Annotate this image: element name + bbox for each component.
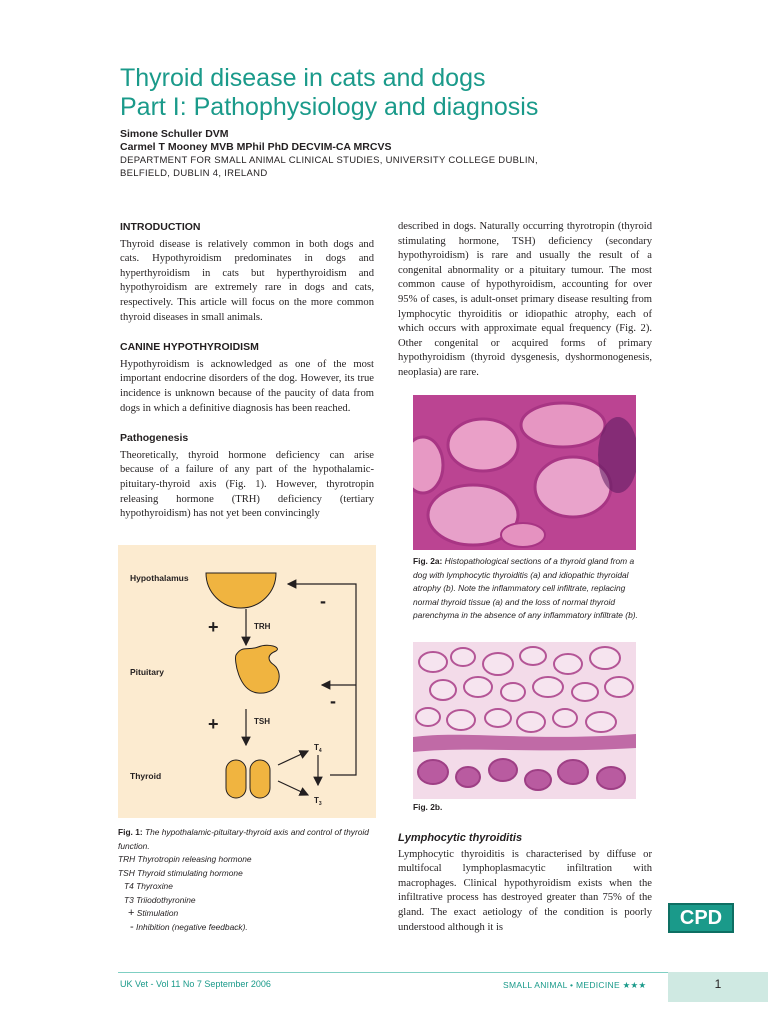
fig2a-caption	[413, 555, 643, 623]
plus-sign-1: +	[208, 617, 219, 637]
fig2b-caption	[413, 801, 613, 815]
fig2a-caption-label: Fig. 2a:	[413, 556, 443, 566]
pathogenesis-paragraph: Theoretically, thyroid hormone deficiency can arise because of a failure of any part of the hypothalamic-pituitary-thyroid axis (Fig. 1). However, thyrotropin releasing hormone (TRH) deficiency (tertiary hypothyroidism) has not yet been convincingly	[120, 449, 374, 520]
plus-symbol: +	[128, 907, 135, 919]
t4-label: $T_4$	[314, 743, 322, 754]
pituitary-label: Pituitary	[130, 667, 165, 677]
fig1-caption-tsh: TSH Thyroid stimulating hormone	[118, 867, 243, 878]
fig1-caption-t4: T4 Thyroxine	[124, 881, 173, 891]
minus-sign-2: -	[330, 691, 336, 711]
fig1-svg	[118, 545, 376, 818]
fig1-caption-text: The hypothalamic-pituitary-thyroid axis and control of thyroid function.	[118, 827, 369, 851]
thyroid-label: Thyroid	[130, 771, 162, 781]
footer-section: SMALL ANIMAL • MEDICINE ★★★	[503, 980, 647, 990]
canine-paragraph: Hypothyroidism is acknowledged as one of the most important endocrine disorders of the dog. However, its true incidence is unknown because of the paucity of data from dogs in which a definitive diagnosis has been reached.	[120, 358, 374, 414]
trh-label: TRH	[254, 622, 271, 631]
fig1-caption-main	[118, 826, 378, 853]
thyroid-lobe-right	[250, 760, 270, 798]
fig2b-svg	[413, 642, 636, 799]
fig2a-image	[413, 395, 636, 550]
article-title	[120, 64, 740, 122]
plus-text: Stimulation	[136, 908, 179, 918]
right-column-paragraph: described in dogs. Naturally occurring thyrotropin (thyroid stimulating hormone, TSH) deficiency (secondary hypothyroidism) is rare and usually the result of a congenital abnormality or a pituitary tumour. The most common cause of hypothyroidism, accounting for over 95% of cases, is adult-onset primary disease resulting from lymphocytic thyroiditis or idiopathic atrophy, each of which occurs with approximate equal frequency (Fig. 2). Other congenital or acquired forms of primary hypothyroidism (thyroid dysgenesis, dyshormonogenesis, neoplasia) are rare.	[398, 221, 652, 378]
fig1-caption-trh: TRH Thyrotropin releasing hormone	[118, 854, 252, 864]
canine-heading: CANINE HYPOTHYROIDISM	[120, 341, 259, 354]
fig1-caption-plus	[118, 907, 378, 921]
author-2: Carmel T Mooney MVB MPhil PhD DECVIM-CA MRCVS	[120, 141, 392, 153]
fig1-diagram	[118, 545, 376, 818]
minus-sign-1: -	[320, 591, 326, 611]
fig2b-caption-label: Fig. 2b.	[413, 802, 443, 812]
fig1-caption-t3: T3 Triiodothyronine	[124, 894, 196, 905]
t3-label: $T_3$	[314, 796, 322, 807]
hypothalamus-shape	[206, 573, 276, 608]
fig2a-svg	[413, 395, 636, 550]
right-column-bottom	[398, 831, 652, 935]
pituitary-shape	[236, 645, 280, 693]
page-number: 1	[714, 977, 722, 991]
lymphocytic-heading: Lymphocytic thyroiditis	[398, 832, 523, 844]
intro-paragraph: Thyroid disease is relatively common in both dogs and cats. Hypothyroidism predominates in dogs and hyperthyroidism in cats but hyperthyroidism and hypothyroidism are extremely rare in dogs and cats, respectively. This article will focus on the more common thyroid diseases in small animals.	[120, 238, 374, 323]
minus-text: Inhibition (negative feedback).	[136, 921, 248, 932]
hypothalamus-label: Hypothalamus	[130, 573, 189, 583]
right-column-top	[398, 220, 652, 381]
fig1-caption	[118, 826, 378, 934]
feedback-to-hypothalamus	[288, 584, 356, 775]
fig1-caption-minus	[118, 921, 378, 935]
t3-arrow	[278, 781, 308, 795]
fig2a-caption-text: Histopathological sections of a thyroid gland from a dog with lymphocytic thyroiditis (a) and idiopathic thyroidal atrophy (b). Note the inflammatory cell infiltrate, replacing normal thyroid tissue (a) and the loss of normal thyroid parenchyma in the absence of any inflammatory infiltrate (b).	[413, 556, 638, 620]
fig1-caption-label: Fig. 1:	[118, 827, 143, 837]
intro-heading: INTRODUCTION	[120, 221, 201, 233]
pathogenesis-heading: Pathogenesis	[120, 432, 189, 445]
footer-journal: UK Vet - Vol 11 No 7 September 2006	[120, 979, 271, 989]
t4-arrow	[278, 751, 308, 765]
title-line-1: Thyroid disease in cats and dogs	[120, 64, 486, 92]
plus-sign-2: +	[208, 714, 219, 734]
minus-symbol: -	[130, 920, 134, 933]
lymphocytic-paragraph: Lymphocytic thyroiditis is characterised by diffuse or multifocal lymphoplasmacytic infiltration with macrophages. Clinical hypothyroidism exists when the infiltrative process has destroyed greater than 75% of the gland. The exact aetiology of the condition is poorly understood although it is	[398, 848, 652, 933]
author-block	[120, 128, 538, 180]
fig2b-image	[413, 642, 636, 799]
left-column	[120, 220, 374, 522]
cpd-badge: CPD	[668, 903, 734, 933]
tsh-label: TSH	[254, 717, 270, 726]
title-line-2: Part I: Pathophysiology and diagnosis	[120, 93, 539, 121]
thyroid-lobe-left	[226, 760, 246, 798]
affiliation-line-2: BELFIELD, DUBLIN 4, IRELAND	[120, 168, 268, 179]
affiliation-line-1: DEPARTMENT FOR SMALL ANIMAL CLINICAL STUDIES, UNIVERSITY COLLEGE DUBLIN,	[120, 155, 538, 166]
author-1: Simone Schuller DVM	[120, 128, 229, 140]
